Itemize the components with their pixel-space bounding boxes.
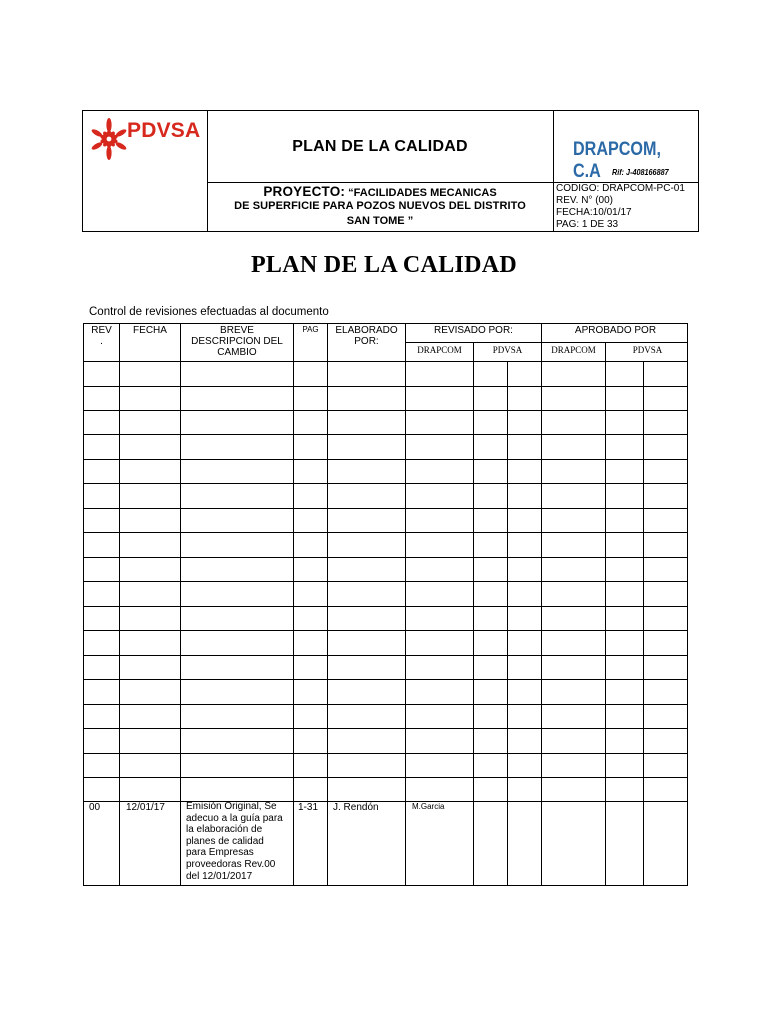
header-descripcion: BREVE DESCRIPCION DEL CAMBIO bbox=[191, 325, 283, 358]
subheader-aprobado-drapcom: DRAPCOM bbox=[551, 345, 596, 355]
header-rev: REV . bbox=[91, 325, 112, 347]
document-header bbox=[82, 110, 699, 232]
company-name: DRAPCOM, C.A bbox=[573, 139, 661, 182]
pdvsa-logo bbox=[91, 113, 209, 173]
project-label: PROYECTO: bbox=[263, 184, 346, 199]
page-count: PAG: 1 DE 33 bbox=[556, 219, 619, 230]
subheader-revisado-pdvsa: PDVSA bbox=[492, 345, 523, 355]
document-title: PLAN DE LA CALIDAD bbox=[250, 252, 518, 278]
header-aprobado: APROBADO POR bbox=[574, 325, 657, 336]
entry-pag: 1-31 bbox=[298, 802, 319, 813]
header-pag: PAG bbox=[302, 325, 319, 334]
entry-elaborado: J. Rendón bbox=[333, 802, 379, 813]
header-elaborado: ELABORADO POR: bbox=[335, 325, 398, 347]
entry-revisado: M.Garcia bbox=[412, 802, 445, 811]
codigo: CODIGO: DRAPCOM-PC-01 bbox=[556, 183, 685, 194]
entry-description: Emisión Original, Se adecuo a la guía para la elaboración de planes de calidad para Empresas proveedoras Rev.00 del 12/01/2017 bbox=[186, 801, 283, 882]
pdvsa-wordmark: PDVSA bbox=[127, 119, 201, 142]
project-line-1: “FACILIDADES MECANICAS bbox=[345, 187, 497, 199]
table-caption: Control de revisiones efectuadas al documento bbox=[89, 306, 329, 318]
subheader-aprobado-pdvsa: PDVSA bbox=[632, 345, 663, 355]
header-title: PLAN DE LA CALIDAD bbox=[292, 137, 468, 155]
revision-number: REV. N° (00) bbox=[556, 195, 613, 206]
pdvsa-sun-icon bbox=[91, 113, 127, 165]
drapcom-logo bbox=[554, 111, 699, 182]
entry-fecha: 12/01/17 bbox=[126, 802, 165, 813]
revision-table bbox=[83, 323, 688, 886]
subheader-revisado-drapcom: DRAPCOM bbox=[417, 345, 462, 355]
entry-rev: 00 bbox=[89, 802, 101, 813]
header-fecha: FECHA bbox=[133, 325, 167, 336]
project-line-2: DE SUPERFICIE PARA POZOS NUEVOS DEL DISTRITO bbox=[234, 200, 526, 212]
project-line-3: SAN TOME ” bbox=[346, 215, 414, 227]
project-block bbox=[207, 182, 553, 232]
company-rif: Rif: J-408166887 bbox=[612, 167, 669, 177]
document-date: FECHA:10/01/17 bbox=[556, 207, 632, 218]
header-revisado: REVISADO POR: bbox=[434, 325, 513, 336]
document-codes bbox=[556, 183, 685, 231]
